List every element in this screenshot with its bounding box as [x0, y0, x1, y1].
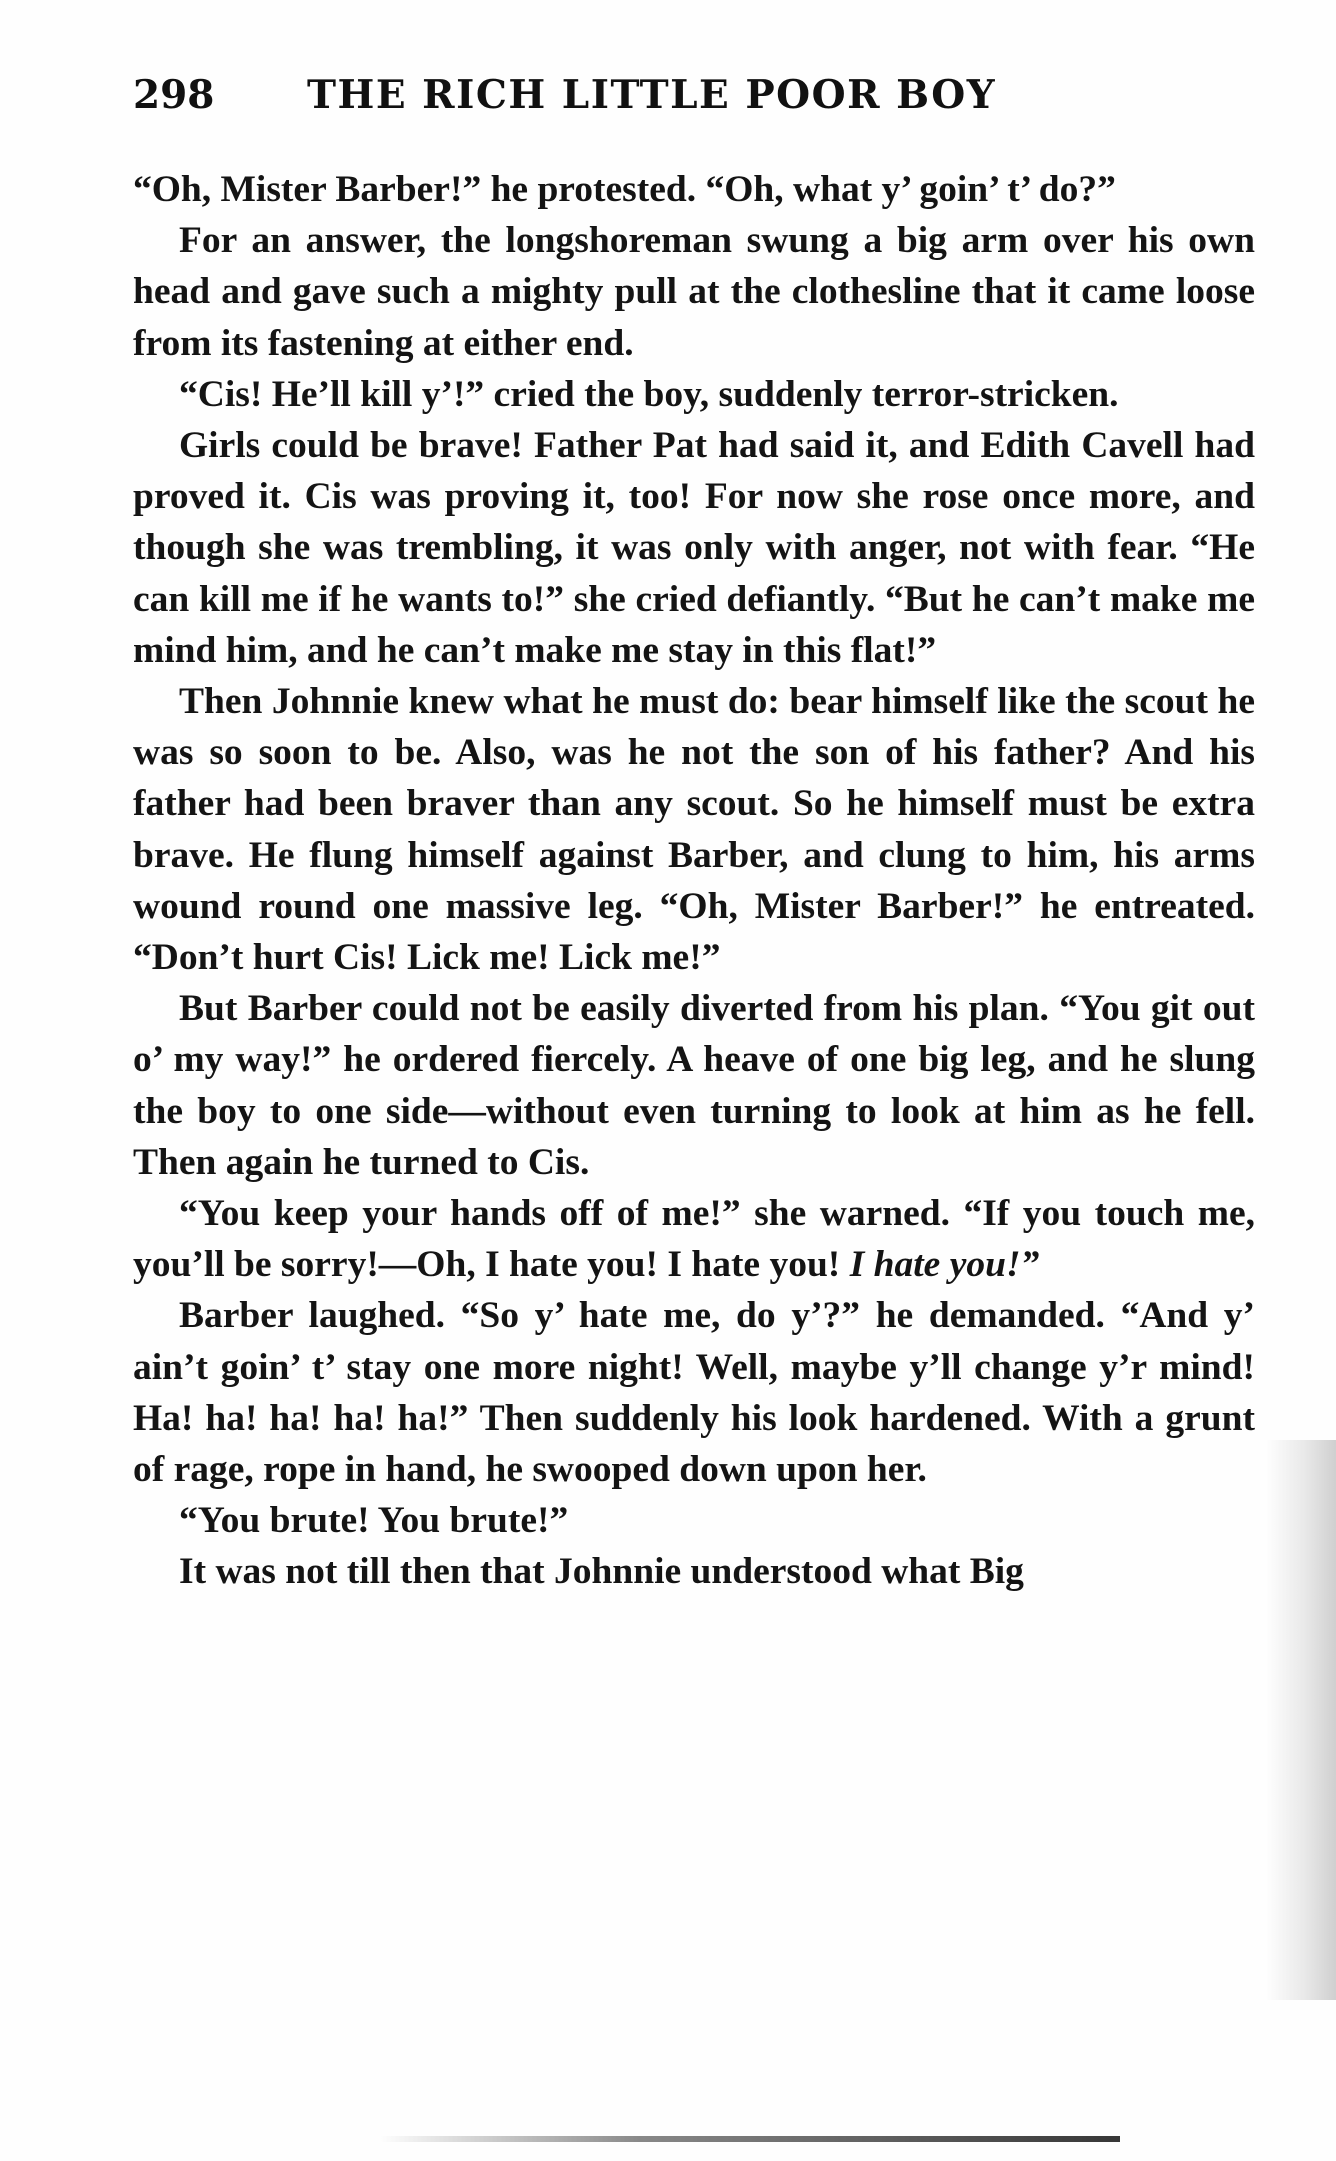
paragraph: “You brute! You brute!”: [179, 1500, 569, 1542]
paragraph: Barber laughed. “So y’ hate me, do y’?” he demanded. “And y’ ain’t goin’ t’ stay one more night! Well, maybe y’ll change y’r mind! Ha! ha! ha! ha! ha!” Then suddenly his look hardened. With a grunt of rage, rope in hand, he swooped down upon her.: [133, 1295, 1255, 1491]
paragraph: For an answer, the longshoreman swung a big arm over his own head and gave such a mighty pull at the clothesline that it came loose from its fastening at either end.: [133, 220, 1255, 364]
paragraph: Girls could be brave! Father Pat had said it, and Edith Cavell had proved it. Cis was proving it, too! For now she rose once more, and though she was trembling, it was only with anger, not with fear. “He can kill me if he wants to!” she cried defiantly. “But he can’t make me mind him, and he can’t make me stay in this flat!”: [133, 425, 1255, 671]
paragraph: It was not till then that Johnnie understood what Big: [179, 1551, 1024, 1593]
scan-smudge: [380, 2136, 1120, 2142]
paragraph: “Cis! He’ll kill y’!” cried the boy, suddenly terror-stricken.: [179, 373, 1119, 415]
body-text: [133, 164, 1255, 1598]
paragraph: “Oh, Mister Barber!” he protested. “Oh, what y’ goin’ t’ do?”: [133, 169, 1116, 210]
page-number: 298: [133, 72, 215, 118]
page-header: [133, 72, 1253, 128]
italic-text: I hate you!”: [849, 1244, 1040, 1286]
paragraph-text: “You keep your hands off of me!” she warned. “If you touch me, you’ll be sorry!—Oh, I hate you! I hate you!: [133, 1193, 1255, 1286]
running-title: THE RICH LITTLE POOR BOY: [307, 72, 997, 118]
page-edge-shadow: [1266, 1440, 1336, 2000]
paragraph: Then Johnnie knew what he must do: bear himself like the scout he was so soon to be. Also, was he not the son of his father? And his father had been braver than any scout. So he himself must be extra brave. He flung himself against Barber, and clung to him, his arms wound round one massive leg. “Oh, Mister Barber!” he entreated. “Don’t hurt Cis! Lick me! Lick me!”: [133, 681, 1255, 979]
paragraph: But Barber could not be easily diverted from his plan. “You git out o’ my way!” he ordered fiercely. A heave of one big leg, and he slung the boy to one side—without even turning to look at him as he fell. Then again he turned to Cis.: [133, 988, 1255, 1183]
paragraph: [133, 1188, 1255, 1290]
